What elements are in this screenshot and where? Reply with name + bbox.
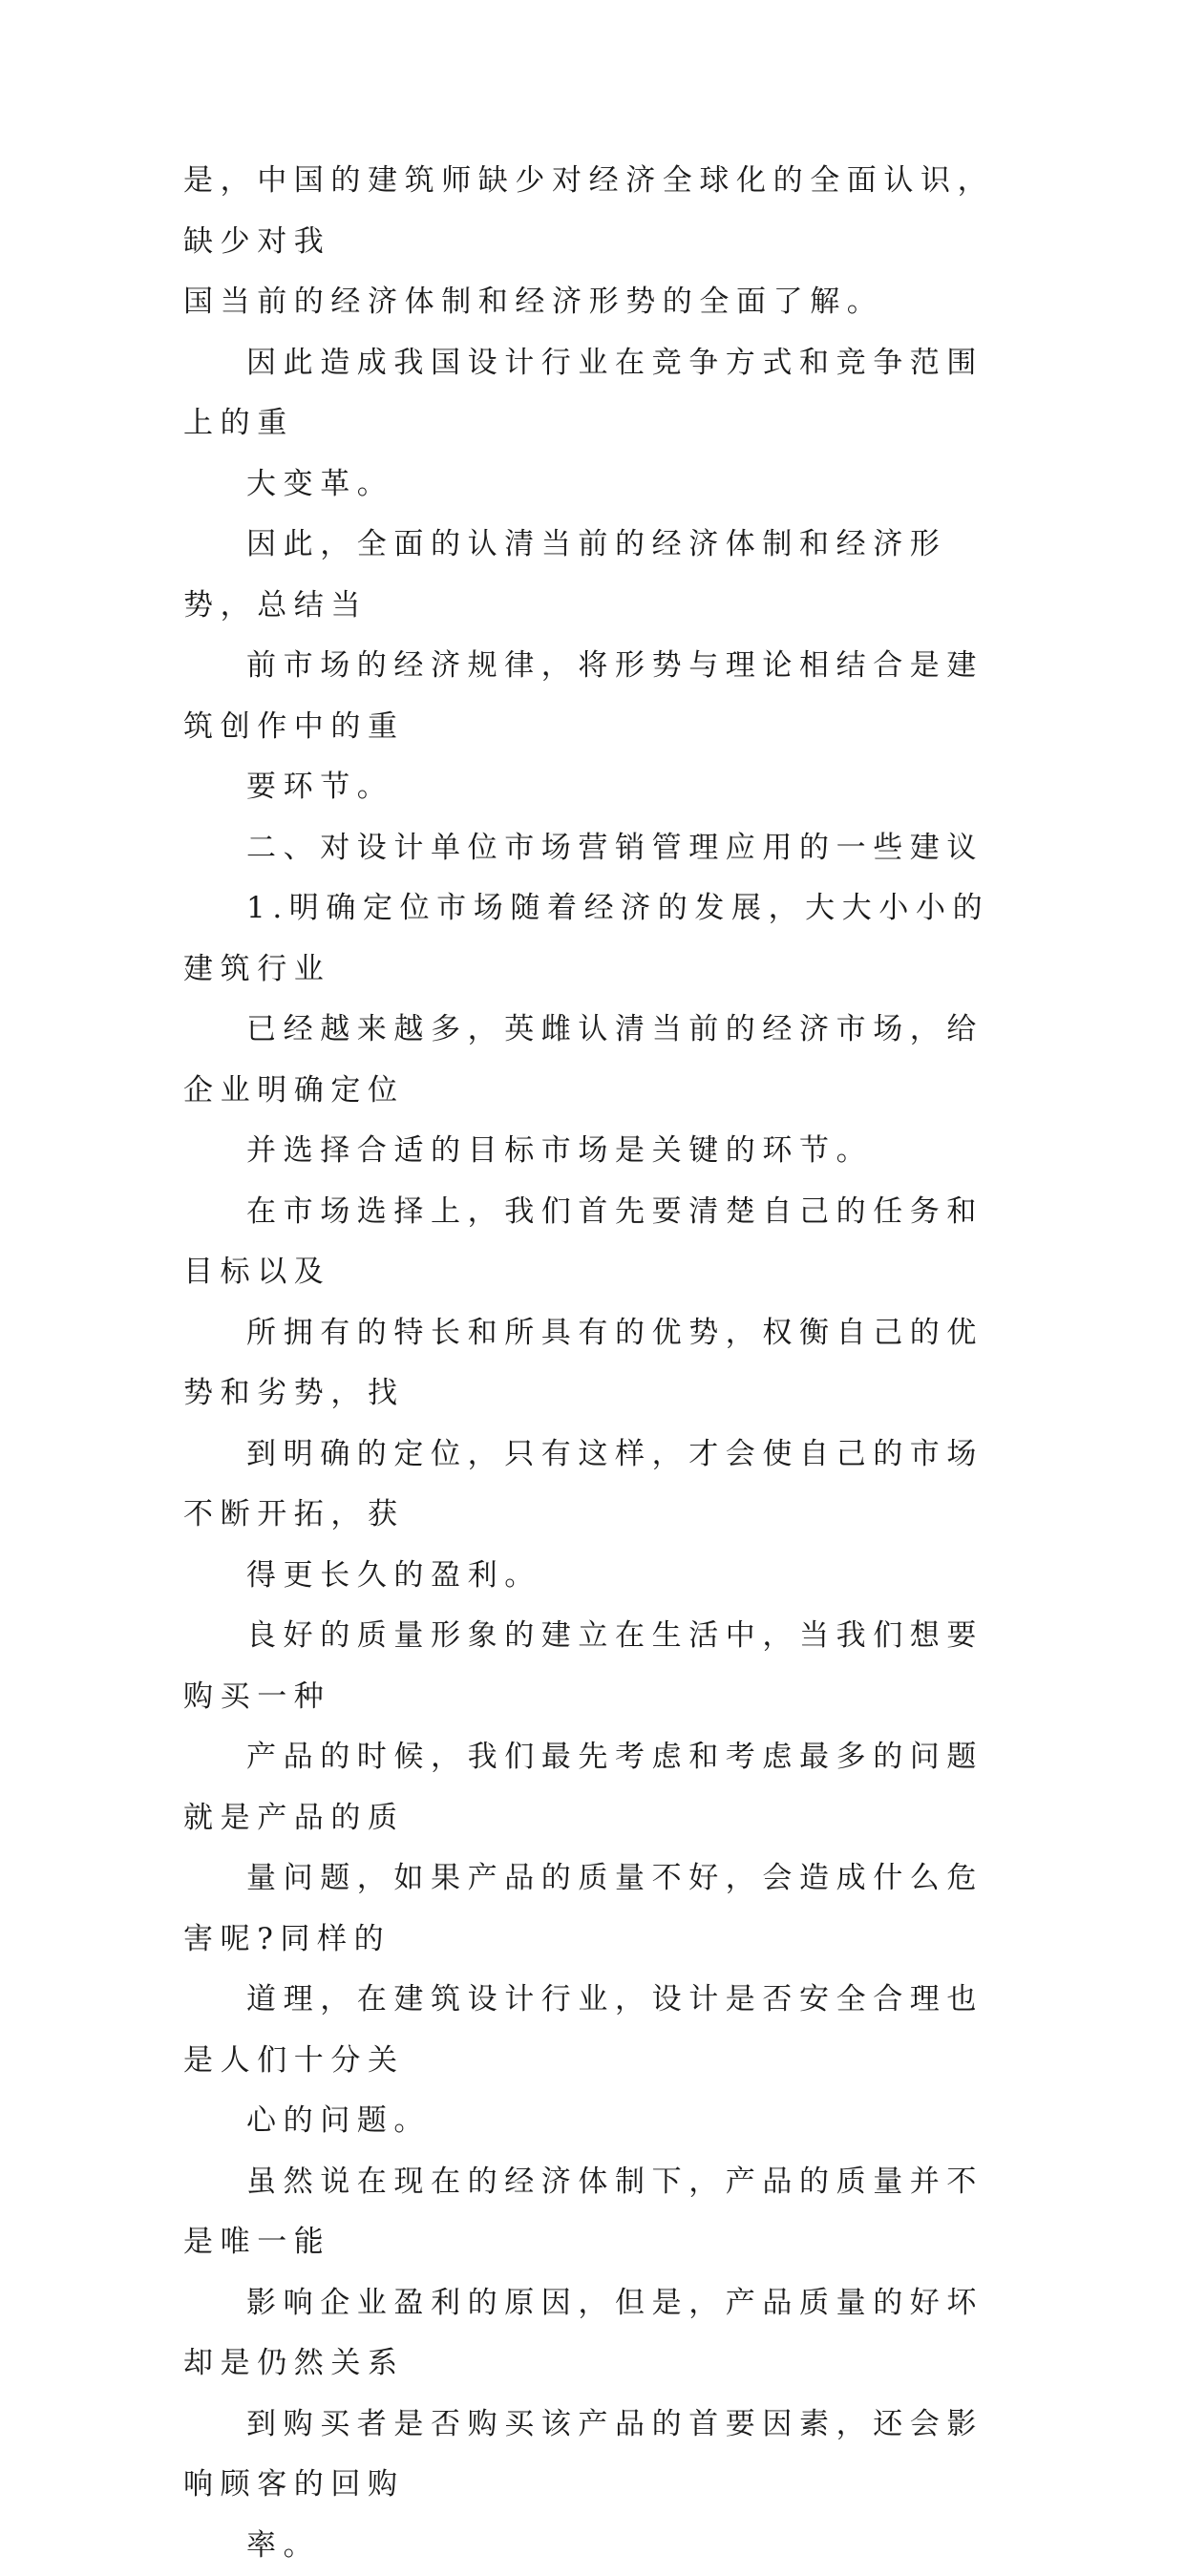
text-line: 并选择合适的目标市场是关键的环节。 — [183, 1121, 1010, 1182]
text-line: 大变革。 — [183, 454, 1010, 516]
paragraph — [183, 333, 1010, 516]
text-line: 影响企业盈利的原因，但是，产品质量的好坏却是仍然关系 — [183, 2273, 1010, 2395]
text-line: 因此造成我国设计行业在竞争方式和竞争范围上的重 — [183, 333, 1010, 454]
text-line: 是，中国的建筑师缺少对经济全球化的全面认识，缺少对我 — [183, 151, 1010, 272]
text-line: 量问题，如果产品的质量不好，会造成什么危害呢?同样的 — [183, 1848, 1010, 1970]
paragraph — [183, 1182, 1010, 1607]
text-line: 良好的质量形象的建立在生活中，当我们想要购买一种 — [183, 1606, 1010, 1727]
text-line: 前市场的经济规律，将形势与理论相结合是建筑创作中的重 — [183, 636, 1010, 757]
text-line: 所拥有的特长和所具有的优势，权衡自己的优势和劣势，找 — [183, 1303, 1010, 1425]
paragraph — [183, 151, 1010, 333]
text-line: 到明确的定位，只有这样，才会使自己的市场不断开拓，获 — [183, 1425, 1010, 1546]
paragraph — [183, 515, 1010, 818]
text-line: 道理，在建筑设计行业，设计是否安全合理也是人们十分关 — [183, 1970, 1010, 2091]
paragraph — [183, 878, 1010, 1182]
text-line: 率。 — [183, 2516, 1010, 2576]
text-line: 心的问题。 — [183, 2091, 1010, 2152]
text-line: 虽然说在现在的经济体制下，产品的质量并不是唯一能 — [183, 2152, 1010, 2273]
text-line: 产品的时候，我们最先考虑和考虑最多的问题就是产品的质 — [183, 1727, 1010, 1848]
text-line: 因此，全面的认清当前的经济体制和经济形势，总结当 — [183, 515, 1010, 636]
text-line: 二、对设计单位市场营销管理应用的一些建议 — [183, 818, 1010, 879]
text-line: 在市场选择上，我们首先要清楚自己的任务和目标以及 — [183, 1182, 1010, 1303]
text-line: 得更长久的盈利。 — [183, 1546, 1010, 1607]
text-line: 到购买者是否购买该产品的首要因素，还会影响顾客的回购 — [183, 2395, 1010, 2516]
paragraph — [183, 2152, 1010, 2576]
text-line: 1.明确定位市场随着经济的发展，大大小小的建筑行业 — [183, 878, 1010, 1000]
paragraph — [183, 818, 1010, 879]
paragraph — [183, 1606, 1010, 2152]
text-line: 已经越来越多，英雌认清当前的经济市场，给企业明确定位 — [183, 1000, 1010, 1121]
text-line: 国当前的经济体制和经济形势的全面了解。 — [183, 272, 1010, 333]
text-line: 要环节。 — [183, 757, 1010, 818]
document-page — [183, 151, 1010, 2576]
